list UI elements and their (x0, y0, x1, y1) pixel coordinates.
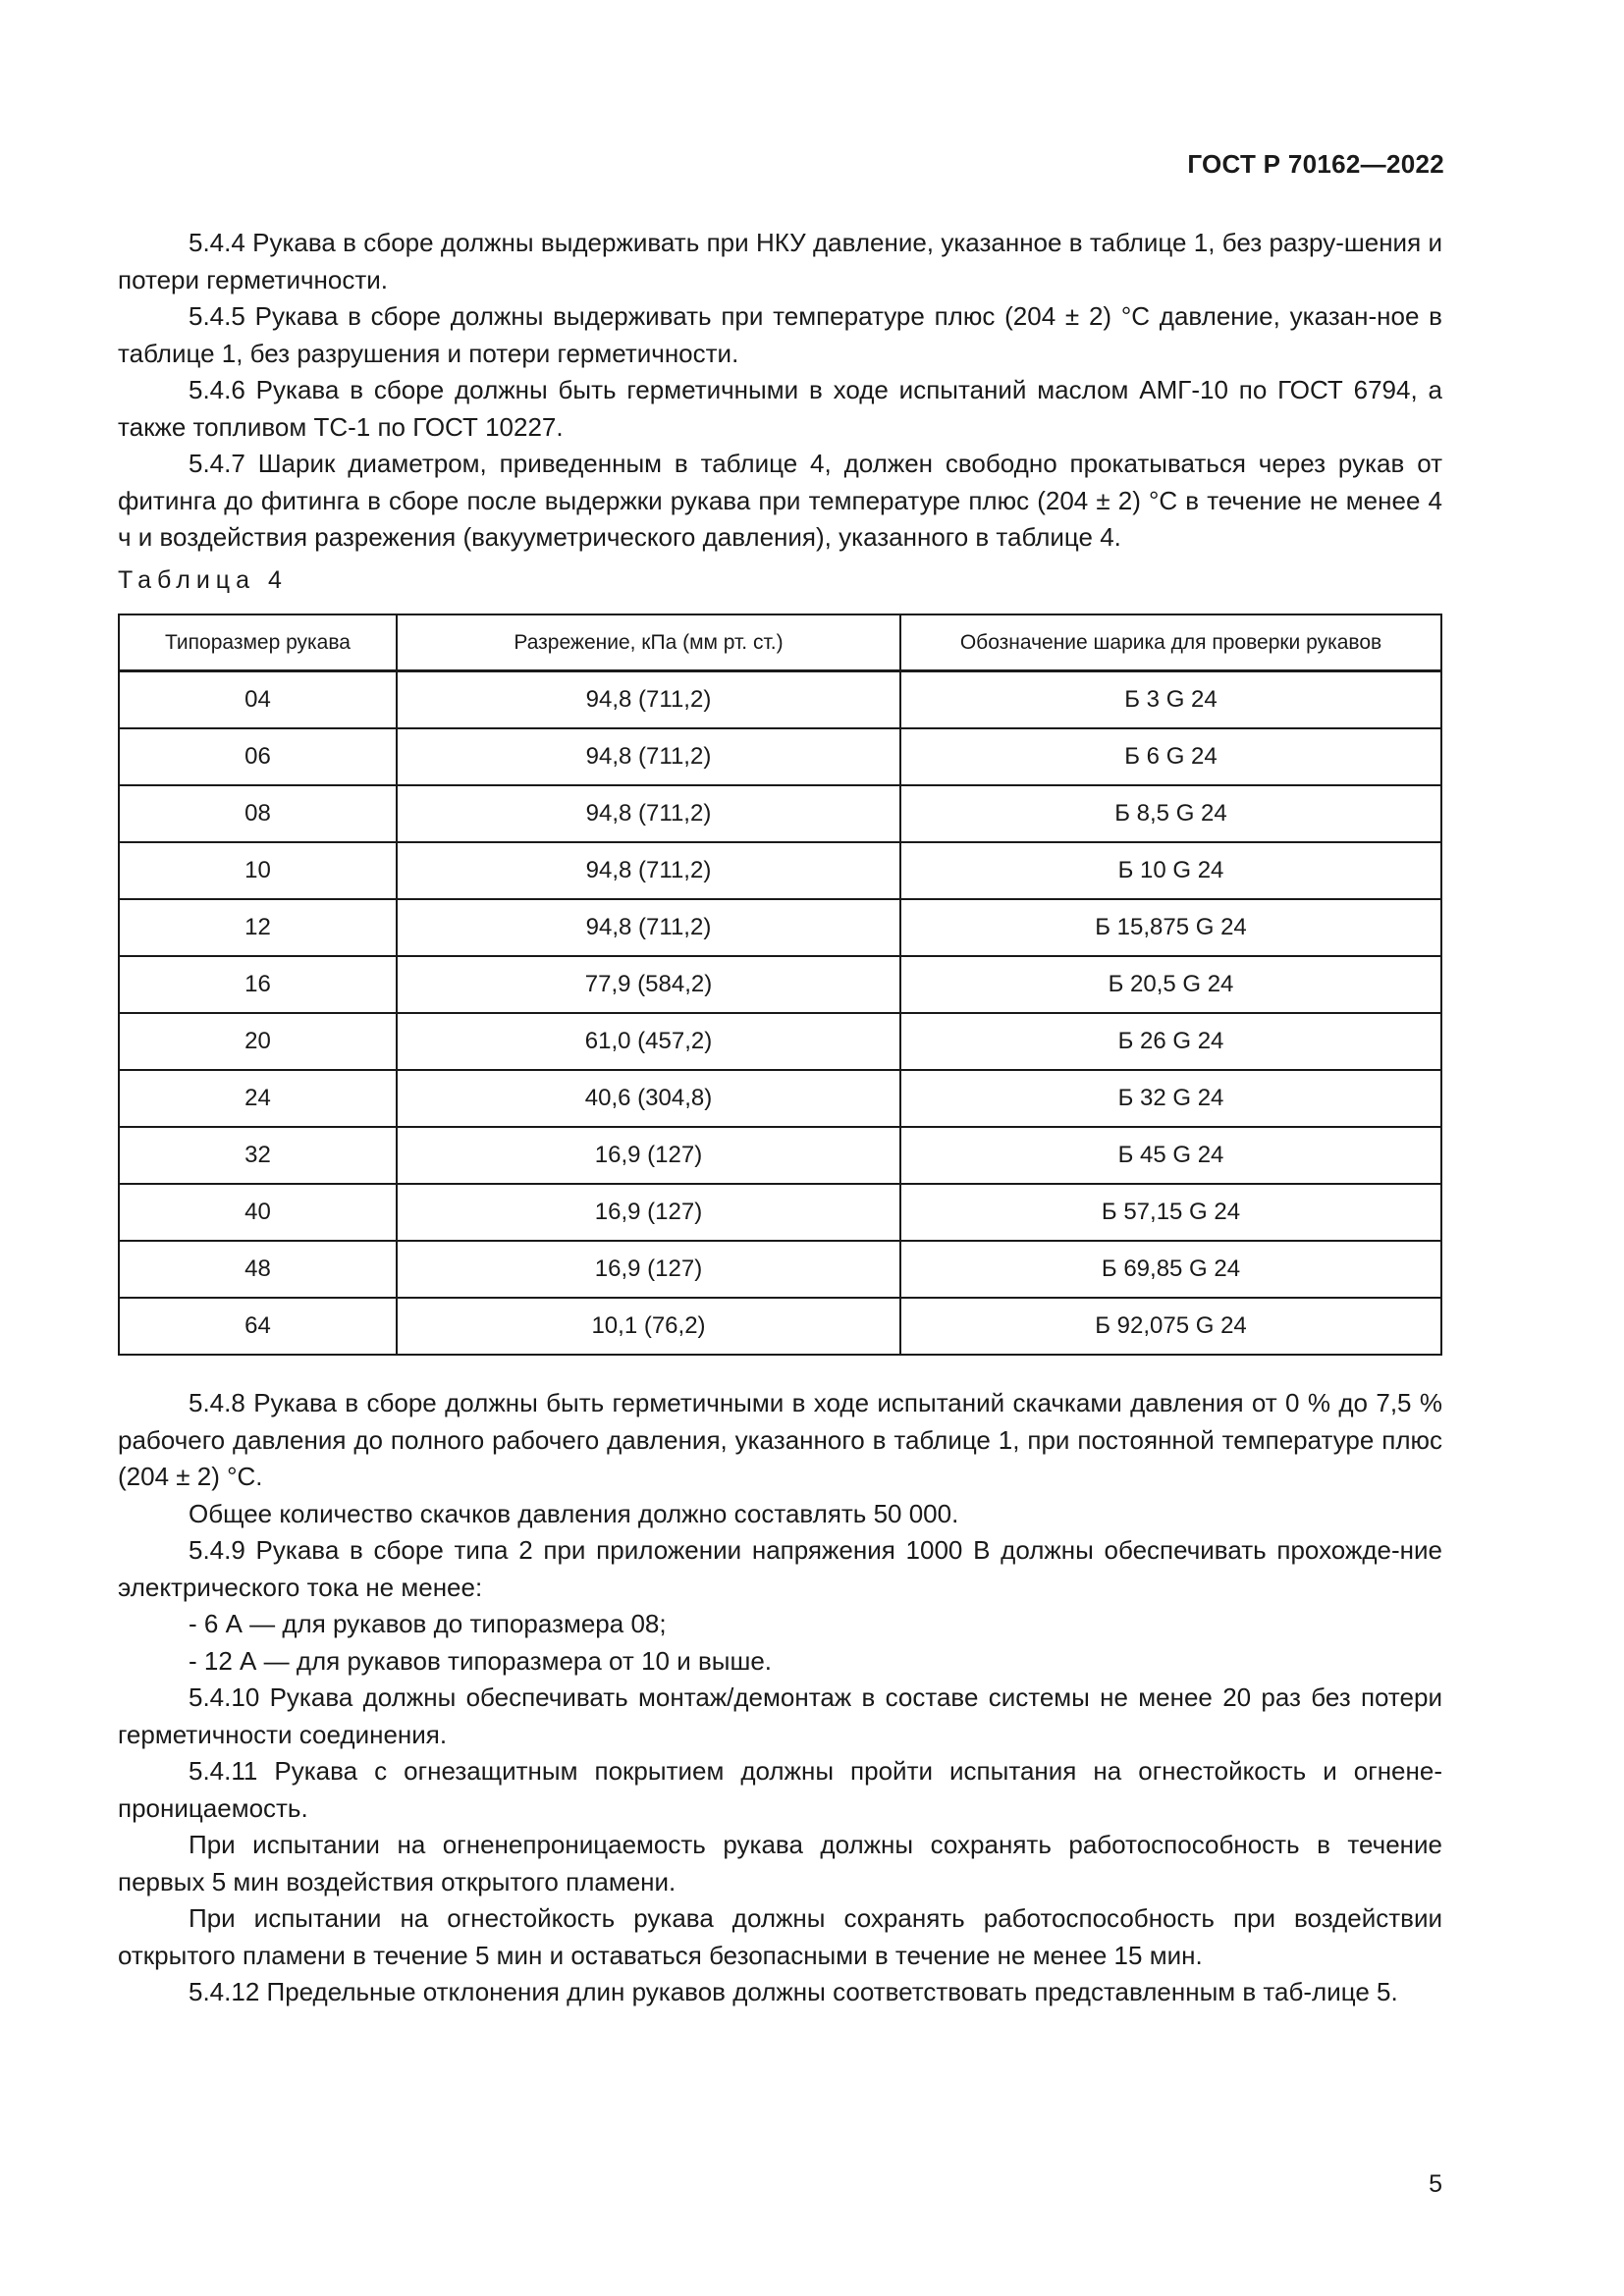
cell-vacuum: 40,6 (304,8) (397, 1070, 900, 1127)
cell-size: 48 (119, 1241, 397, 1298)
cell-size: 08 (119, 785, 397, 842)
paragraph-5-4-8: 5.4.8 Рукава в сборе должны быть герметичными в ходе испытаний скачками давления от 0 % до 7,5 % рабочего давления до полного рабочего давления, указанного в таблице 1, при постоянной температуре плюс (204 ± 2) °С. (118, 1388, 1442, 1491)
cell-vacuum: 77,9 (584,2) (397, 956, 900, 1013)
table-row (119, 728, 1441, 785)
cell-ball: Б 26 G 24 (900, 1013, 1441, 1070)
cell-vacuum: 16,9 (127) (397, 1241, 900, 1298)
cell-size: 10 (119, 842, 397, 899)
cell-ball: Б 6 G 24 (900, 728, 1441, 785)
page-number: 5 (1429, 2170, 1442, 2198)
cell-ball: Б 20,5 G 24 (900, 956, 1441, 1013)
paragraph-5-4-5: 5.4.5 Рукава в сборе должны выдерживать при температуре плюс (204 ± 2) °С давление, указан-ное в таблице 1, без разрушения и потери герметичности. (118, 301, 1442, 368)
cell-size: 40 (119, 1184, 397, 1241)
cell-size: 12 (119, 899, 397, 956)
paragraph-5-4-11: 5.4.11 Рукава с огнезащитным покрытием должны пройти испытания на огнестойкость и огнене-проницаемость. (118, 1756, 1442, 1823)
cell-ball: Б 45 G 24 (900, 1127, 1441, 1184)
cell-size: 06 (119, 728, 397, 785)
cell-size: 20 (119, 1013, 397, 1070)
cell-ball: Б 92,075 G 24 (900, 1298, 1441, 1355)
column-header-vacuum: Разрежение, кПа (мм рт. ст.) (397, 614, 900, 671)
table-row (119, 899, 1441, 956)
cell-size: 16 (119, 956, 397, 1013)
cell-vacuum: 94,8 (711,2) (397, 785, 900, 842)
table-row (119, 1241, 1441, 1298)
table-row (119, 1184, 1441, 1241)
cell-vacuum: 16,9 (127) (397, 1127, 900, 1184)
table-row (119, 785, 1441, 842)
cell-vacuum: 10,1 (76,2) (397, 1298, 900, 1355)
paragraph-5-4-4: 5.4.4 Рукава в сборе должны выдерживать при НКУ давление, указанное в таблице 1, без разру-шения и потери герметичности. (118, 228, 1442, 294)
paragraph-5-4-6: 5.4.6 Рукава в сборе должны быть герметичными в ходе испытаний маслом АМГ-10 по ГОСТ 6794, а также топливом ТС-1 по ГОСТ 10227. (118, 375, 1442, 442)
column-header-ball: Обозначение шарика для проверки рукавов (900, 614, 1441, 671)
cell-ball: Б 3 G 24 (900, 671, 1441, 729)
cell-size: 24 (119, 1070, 397, 1127)
cell-size: 04 (119, 671, 397, 729)
list-item: - 12 А — для рукавов типоразмера от 10 и выше. (189, 1645, 773, 1676)
table-caption: Таблица 4 (118, 566, 288, 594)
table-row (119, 1127, 1441, 1184)
cell-ball: Б 32 G 24 (900, 1070, 1441, 1127)
list-item: - 6 А — для рукавов до типоразмера 08; (189, 1609, 667, 1638)
clause-text-bottom (118, 1385, 1442, 2011)
table-row (119, 671, 1441, 729)
paragraph-5-4-9: 5.4.9 Рукава в сборе типа 2 при приложении напряжения 1000 В должны обеспечивать прохожде-ние электрического тока не менее: (118, 1535, 1442, 1602)
paragraph-5-4-10: 5.4.10 Рукава должны обеспечивать монтаж/демонтаж в составе системы не менее 20 раз без потери герметичности соединения. (118, 1682, 1442, 1749)
column-header-size: Типоразмер рукава (119, 614, 397, 671)
cell-ball: Б 8,5 G 24 (900, 785, 1441, 842)
table-header-row (119, 614, 1441, 671)
cell-vacuum: 61,0 (457,2) (397, 1013, 900, 1070)
table-4 (118, 614, 1442, 1356)
table-row (119, 956, 1441, 1013)
paragraph-5-4-7: 5.4.7 Шарик диаметром, приведенным в таблице 4, должен свободно прокатываться через рукав от фитинга до фитинга в сборе после выдержки рукава при температуре плюс (204 ± 2) °С в течение не менее 4 ч и воздействия разрежения (вакууметрического давления), указанного в таблице 4. (118, 449, 1442, 552)
cell-ball: Б 69,85 G 24 (900, 1241, 1441, 1298)
cell-vacuum: 94,8 (711,2) (397, 899, 900, 956)
document-header: ГОСТ Р 70162—2022 (1187, 149, 1444, 179)
table-row (119, 1298, 1441, 1355)
cell-vacuum: 94,8 (711,2) (397, 842, 900, 899)
cell-ball: Б 15,875 G 24 (900, 899, 1441, 956)
paragraph-flame-penetration: При испытании на огненепроницаемость рукава должны сохранять работоспособность в течение первых 5 мин воздействия открытого пламени. (118, 1830, 1442, 1896)
paragraph-5-4-12: 5.4.12 Предельные отклонения длин рукавов должны соответствовать представленным в таб-лице 5. (189, 1977, 1398, 2006)
cell-size: 32 (119, 1127, 397, 1184)
paragraph-pressure-cycles: Общее количество скачков давления должно составлять 50 000. (189, 1498, 959, 1528)
cell-size: 64 (119, 1298, 397, 1355)
clause-text-top (118, 225, 1442, 557)
table-row (119, 1070, 1441, 1127)
cell-vacuum: 94,8 (711,2) (397, 671, 900, 729)
cell-ball: Б 10 G 24 (900, 842, 1441, 899)
table-row (119, 1013, 1441, 1070)
table-row (119, 842, 1441, 899)
cell-vacuum: 94,8 (711,2) (397, 728, 900, 785)
cell-vacuum: 16,9 (127) (397, 1184, 900, 1241)
paragraph-fire-resistance: При испытании на огнестойкость рукава должны сохранять работоспособность при воздействии открытого пламени в течение 5 мин и оставаться безопасными в течение не менее 15 мин. (118, 1903, 1442, 1970)
cell-ball: Б 57,15 G 24 (900, 1184, 1441, 1241)
